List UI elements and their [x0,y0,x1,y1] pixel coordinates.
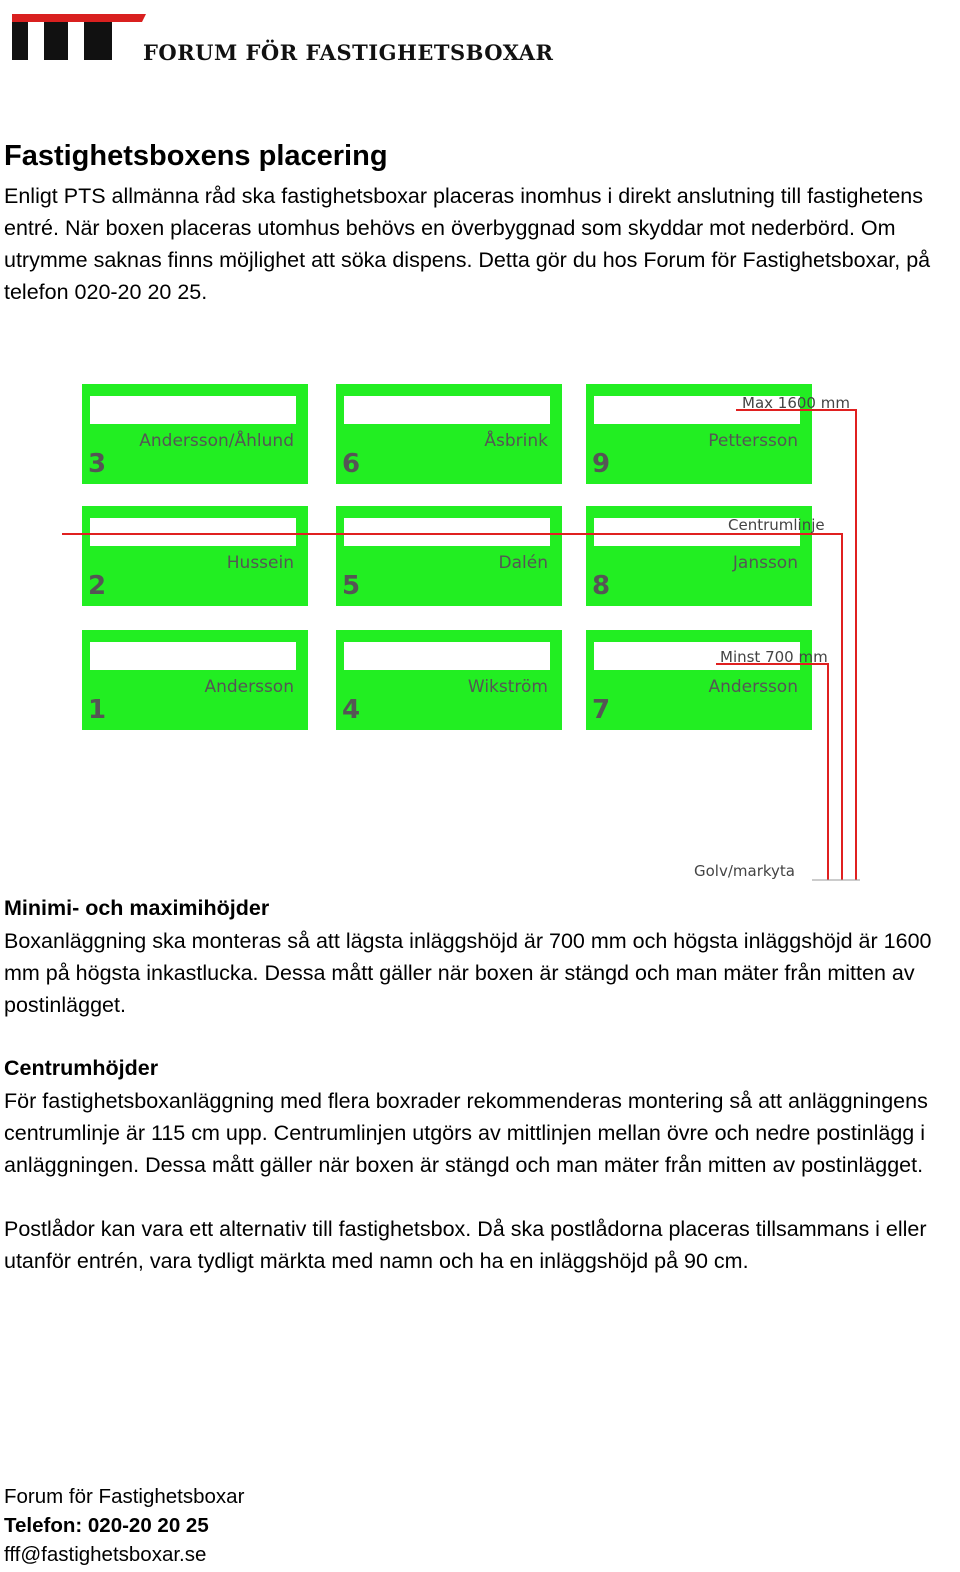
section-paragraph-mailboxes: Postlådor kan vara ett alternativ till fastighetsbox. Då ska postlådorna placeras tillsammans i eller utanför entrén, vara tydligt märkta med namn och ha en inläggshöjd på 90 cm. [4,1217,927,1273]
floor-label: Golv/markyta [694,862,795,880]
mailbox-slot [344,642,550,670]
section-heading-center: Centrumhöjder [4,1056,159,1080]
footer-email[interactable]: fff@fastighetsboxar.se [4,1543,207,1566]
mailbox-slot [90,518,296,546]
logo-mark-icon [12,14,146,60]
footer-org: Forum för Fastighetsboxar [4,1485,245,1508]
intro-paragraph: Enligt PTS allmänna råd ska fastighetsboxar placeras inomhus i direkt anslutning till fastighetens entré. När boxen placeras utomhus behövs en överbyggnad som skyddar mot nederbörd. Om utrymme saknas finns möjlighet att söka dispens. Detta gör du hos Forum för Fastighetsboxar, på telefon 020-20 20 25. [4,184,931,304]
mailbox-number: 7 [592,695,611,725]
section-paragraph-center: För fastighetsboxanläggning med flera boxrader rekommenderas montering så att anläggningens centrumlinje är 115 cm upp. Centrumlinjen utgörs av mittlinjen mellan övre och nedre postinlägg i anläggningen. Dessa mått gäller när boxen är stängd och man mäter från mitten av postinlägget. [4,1089,928,1177]
mailbox-number: 4 [342,695,361,725]
org-logo-text: FORUM FÖR FASTIGHETSBOXAR [143,40,554,65]
mailbox-placement-diagram [56,338,876,886]
mailbox-name: Andersson [708,677,798,697]
mailbox-name: Åsbrink [484,431,548,451]
mailbox-number: 1 [88,695,107,725]
mailbox-number: 8 [592,571,611,601]
mailbox-number: 5 [342,571,361,601]
mailbox-name: Hussein [226,553,294,573]
mailbox-slot [344,396,550,424]
mailbox-number: 9 [592,449,611,479]
max-height-label: Max 1600 mm [742,394,850,412]
mailbox-name: Pettersson [708,431,798,451]
mailbox-slot [90,642,296,670]
section-heading-heights: Minimi- och maximihöjder [4,896,270,920]
min-height-label: Minst 700 mm [720,648,828,666]
mailbox-slot [90,396,296,424]
footer-phone: Telefon: 020-20 20 25 [4,1514,209,1537]
mailbox-name: Dalén [498,553,548,573]
mailbox-number: 3 [88,449,107,479]
mailbox-name: Jansson [732,553,798,573]
mailbox-slot [344,518,550,546]
mailbox-name: Andersson/Åhlund [139,431,294,451]
mailbox-name: Wikström [467,677,548,697]
mailbox-number: 6 [342,449,361,479]
page-title: Fastighetsboxens placering [4,140,388,172]
center-line-label: Centrumlinje [728,516,825,534]
mailbox-name: Andersson [204,677,294,697]
mailbox-number: 2 [88,571,107,601]
section-paragraph-heights: Boxanläggning ska monteras så att lägsta inläggshöjd är 700 mm och högsta inläggshöjd är 1600 mm på högsta inkastlucka. Dessa mått gäller när boxen är stängd och man mäter från mitten av postinlägget. [4,929,932,1017]
